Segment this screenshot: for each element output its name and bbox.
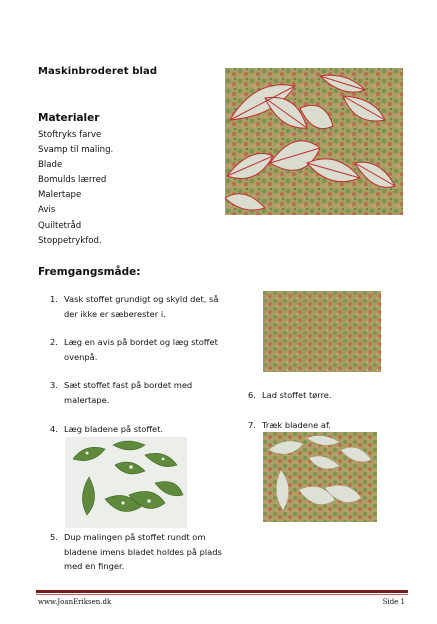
step-number: 1. (50, 294, 58, 304)
material-item: Malertape (38, 190, 82, 201)
materials-list (38, 128, 113, 249)
footer-website: www.JoanEriksen.dk (38, 598, 112, 606)
step-text: Læg bladene på stoffet. (64, 424, 164, 434)
step-text: Sæt stoffet fast på bordet med malertape. (64, 380, 193, 405)
footer-rule-thin (36, 594, 408, 595)
step-text: Træk bladene af. (262, 420, 331, 430)
step-text: Vask stoffet grundigt og skyld det, så der ikke er sæberester i. (64, 294, 219, 319)
material-item: Avis (38, 205, 56, 216)
painted-fabric-photo (263, 291, 381, 372)
material-item: Blade (38, 160, 63, 171)
material-item: Stoppetrykfod. (38, 235, 102, 246)
step-text: Lad stoffet tørre. (262, 390, 332, 400)
step-number: 4. (50, 424, 58, 434)
step-text: Læg en avis på bordet og læg stoffet ovenpå. (64, 337, 218, 362)
page-title: Maskinbroderet blad (38, 66, 158, 77)
leaves-removed-photo (263, 432, 377, 522)
step-number: 3. (50, 380, 58, 390)
material-item: Svamp til maling. (38, 145, 114, 156)
step-number: 2. (50, 337, 58, 347)
finished-fabric-photo (225, 68, 403, 215)
footer-rule (36, 590, 408, 593)
step-text: Dup malingen på stoffet rundt om bladene imens bladet holdes på plads med en finger. (64, 532, 222, 571)
material-item: Quiltetråd (38, 220, 82, 231)
step-number: 7. (248, 420, 256, 430)
materials-heading: Materialer (38, 112, 100, 124)
method-heading: Fremgangsmåde: (38, 266, 141, 278)
footer-page-number: Side 1 (382, 598, 405, 606)
material-item: Bomulds lærred (38, 175, 107, 186)
step-number: 5. (50, 532, 58, 542)
step-number: 6. (248, 390, 256, 400)
material-item: Stoftryks farve (38, 130, 102, 140)
leaves-on-fabric-photo (65, 437, 187, 528)
